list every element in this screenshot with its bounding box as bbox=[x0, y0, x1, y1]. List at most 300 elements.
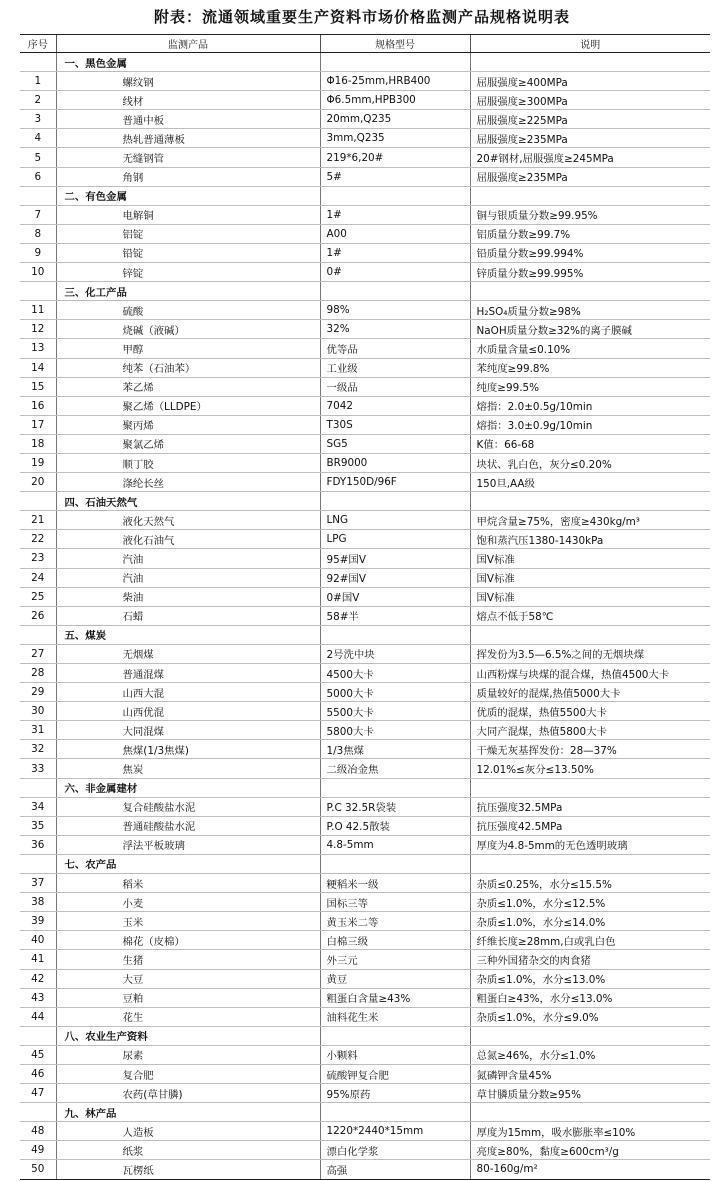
row-desc: 挥发份为3.5—6.5%之间的无烟块煤 bbox=[470, 644, 710, 663]
row-desc: 质量较好的混煤,热值5000大卡 bbox=[470, 683, 710, 702]
row-spec: A00 bbox=[320, 224, 470, 243]
row-product: 纯苯（石油苯） bbox=[56, 358, 320, 377]
table-header-row bbox=[20, 35, 710, 53]
row-desc: 80-160g/m² bbox=[470, 1160, 710, 1179]
category-row bbox=[20, 1103, 710, 1122]
row-product: 农药(草甘膦) bbox=[56, 1084, 320, 1103]
row-product: 液化石油气 bbox=[56, 530, 320, 549]
row-product: 烧碱（液碱） bbox=[56, 320, 320, 339]
row-spec: 二级冶金焦 bbox=[320, 759, 470, 778]
spec-table bbox=[20, 34, 710, 1180]
table-row bbox=[20, 1084, 710, 1103]
category-label: 二、有色金属 bbox=[56, 186, 320, 205]
row-spec: 5# bbox=[320, 167, 470, 186]
row-desc: 屈服强度≥225MPa bbox=[470, 110, 710, 129]
category-desc-cell bbox=[470, 1103, 710, 1122]
row-desc: 杂质≤1.0%，水分≤9.0% bbox=[470, 1007, 710, 1026]
table-row bbox=[20, 606, 710, 625]
row-index: 5 bbox=[20, 148, 56, 167]
table-row bbox=[20, 797, 710, 816]
table-row bbox=[20, 320, 710, 339]
table-row bbox=[20, 893, 710, 912]
row-index: 22 bbox=[20, 530, 56, 549]
row-desc: 抗压强度42.5MPa bbox=[470, 816, 710, 835]
row-desc: 屈服强度≥235MPa bbox=[470, 167, 710, 186]
row-index: 28 bbox=[20, 664, 56, 683]
row-product: 大豆 bbox=[56, 969, 320, 988]
row-spec: Φ6.5mm,HPB300 bbox=[320, 91, 470, 110]
row-index: 48 bbox=[20, 1122, 56, 1141]
row-product: 大同混煤 bbox=[56, 721, 320, 740]
table-row bbox=[20, 301, 710, 320]
header-desc: 说明 bbox=[470, 35, 710, 53]
row-spec: 油料花生米 bbox=[320, 1007, 470, 1026]
table-row bbox=[20, 339, 710, 358]
row-index: 23 bbox=[20, 549, 56, 568]
row-spec: 2号洗中块 bbox=[320, 644, 470, 663]
row-index: 27 bbox=[20, 644, 56, 663]
row-desc: 国Ⅴ标准 bbox=[470, 568, 710, 587]
row-index: 3 bbox=[20, 110, 56, 129]
row-desc: 国Ⅴ标准 bbox=[470, 549, 710, 568]
row-product: 铝锭 bbox=[56, 224, 320, 243]
row-spec: P.C 32.5R袋装 bbox=[320, 797, 470, 816]
row-product: 顺丁胶 bbox=[56, 453, 320, 472]
row-index: 25 bbox=[20, 587, 56, 606]
row-product: 人造板 bbox=[56, 1122, 320, 1141]
row-index: 30 bbox=[20, 702, 56, 721]
category-label: 九、林产品 bbox=[56, 1103, 320, 1122]
row-desc: K值：66-68 bbox=[470, 434, 710, 453]
table-row bbox=[20, 1160, 710, 1179]
row-spec: FDY150D/96F bbox=[320, 473, 470, 492]
row-index: 20 bbox=[20, 473, 56, 492]
row-index: 9 bbox=[20, 243, 56, 262]
header-product: 监测产品 bbox=[56, 35, 320, 53]
row-spec: 3mm,Q235 bbox=[320, 129, 470, 148]
row-desc: 粗蛋白≥43%，水分≤13.0% bbox=[470, 988, 710, 1007]
table-row bbox=[20, 874, 710, 893]
row-spec: 粗蛋白含量≥43% bbox=[320, 988, 470, 1007]
row-desc: 氮磷钾含量45% bbox=[470, 1064, 710, 1083]
row-index: 24 bbox=[20, 568, 56, 587]
row-desc: 屈服强度≥400MPa bbox=[470, 72, 710, 91]
table-row bbox=[20, 377, 710, 396]
row-spec: 黄豆 bbox=[320, 969, 470, 988]
category-row bbox=[20, 625, 710, 644]
row-product: 豆粕 bbox=[56, 988, 320, 1007]
row-desc: 纯度≥99.5% bbox=[470, 377, 710, 396]
row-desc: 水质量含量≤0.10% bbox=[470, 339, 710, 358]
category-spec-cell bbox=[320, 1026, 470, 1045]
row-index: 10 bbox=[20, 263, 56, 282]
row-desc: 厚度为4.8-5mm的无色透明玻璃 bbox=[470, 835, 710, 854]
row-index: 14 bbox=[20, 358, 56, 377]
table-row bbox=[20, 950, 710, 969]
row-index: 38 bbox=[20, 893, 56, 912]
row-desc: 国Ⅴ标准 bbox=[470, 587, 710, 606]
row-desc: 亮度≥80%，黏度≥600cm³/g bbox=[470, 1141, 710, 1160]
category-label: 五、煤炭 bbox=[56, 625, 320, 644]
row-product: 花生 bbox=[56, 1007, 320, 1026]
row-index: 35 bbox=[20, 816, 56, 835]
category-desc-cell bbox=[470, 492, 710, 511]
row-spec: 5000大卡 bbox=[320, 683, 470, 702]
table-row bbox=[20, 396, 710, 415]
row-spec: 小颗料 bbox=[320, 1045, 470, 1064]
table-row bbox=[20, 473, 710, 492]
category-index-cell bbox=[20, 854, 56, 873]
row-desc: 块状、乳白色，灰分≤0.20% bbox=[470, 453, 710, 472]
category-index-cell bbox=[20, 53, 56, 72]
table-row bbox=[20, 835, 710, 854]
category-row bbox=[20, 53, 710, 72]
category-spec-cell bbox=[320, 492, 470, 511]
table-row bbox=[20, 511, 710, 530]
category-label: 四、石油天然气 bbox=[56, 492, 320, 511]
row-index: 21 bbox=[20, 511, 56, 530]
table-row bbox=[20, 664, 710, 683]
table-body bbox=[20, 53, 710, 1180]
row-product: 铅锭 bbox=[56, 243, 320, 262]
category-index-cell bbox=[20, 492, 56, 511]
table-row bbox=[20, 1122, 710, 1141]
row-product: 浮法平板玻璃 bbox=[56, 835, 320, 854]
row-desc: 铅质量分数≥99.994% bbox=[470, 243, 710, 262]
category-spec-cell bbox=[320, 53, 470, 72]
category-label: 一、黑色金属 bbox=[56, 53, 320, 72]
row-index: 8 bbox=[20, 224, 56, 243]
row-product: 聚乙烯（LLDPE） bbox=[56, 396, 320, 415]
category-row bbox=[20, 1026, 710, 1045]
table-row bbox=[20, 912, 710, 931]
row-desc: 12.01%≤灰分≤13.50% bbox=[470, 759, 710, 778]
row-product: 苯乙烯 bbox=[56, 377, 320, 396]
row-product: 角钢 bbox=[56, 167, 320, 186]
row-index: 47 bbox=[20, 1084, 56, 1103]
row-index: 42 bbox=[20, 969, 56, 988]
row-product: 甲醇 bbox=[56, 339, 320, 358]
table-row bbox=[20, 1141, 710, 1160]
category-index-cell bbox=[20, 625, 56, 644]
row-product: 螺纹钢 bbox=[56, 72, 320, 91]
table-row bbox=[20, 1064, 710, 1083]
row-spec: LPG bbox=[320, 530, 470, 549]
row-product: 普通混煤 bbox=[56, 664, 320, 683]
category-index-cell bbox=[20, 1026, 56, 1045]
category-desc-cell bbox=[470, 1026, 710, 1045]
table-row bbox=[20, 969, 710, 988]
row-product: 汽油 bbox=[56, 549, 320, 568]
row-desc: 纤维长度≥28mm,白或乳白色 bbox=[470, 931, 710, 950]
row-index: 31 bbox=[20, 721, 56, 740]
row-product: 玉米 bbox=[56, 912, 320, 931]
row-product: 生猪 bbox=[56, 950, 320, 969]
category-spec-cell bbox=[320, 186, 470, 205]
row-index: 12 bbox=[20, 320, 56, 339]
table-row bbox=[20, 72, 710, 91]
row-spec: 1# bbox=[320, 205, 470, 224]
category-desc-cell bbox=[470, 625, 710, 644]
table-row bbox=[20, 816, 710, 835]
row-spec: 外三元 bbox=[320, 950, 470, 969]
row-index: 29 bbox=[20, 683, 56, 702]
row-desc: 大同产混煤，热值5800大卡 bbox=[470, 721, 710, 740]
row-desc: 熔指：3.0±0.9g/10min bbox=[470, 415, 710, 434]
row-product: 复合硅酸盐水泥 bbox=[56, 797, 320, 816]
row-index: 39 bbox=[20, 912, 56, 931]
row-desc: 三种外国猪杂交的肉食猪 bbox=[470, 950, 710, 969]
category-row bbox=[20, 778, 710, 797]
row-index: 36 bbox=[20, 835, 56, 854]
category-row bbox=[20, 186, 710, 205]
row-desc: NaOH质量分数≥32%的离子膜碱 bbox=[470, 320, 710, 339]
row-product: 无烟煤 bbox=[56, 644, 320, 663]
row-index: 6 bbox=[20, 167, 56, 186]
row-index: 17 bbox=[20, 415, 56, 434]
row-index: 2 bbox=[20, 91, 56, 110]
table-row bbox=[20, 110, 710, 129]
row-product: 山西大混 bbox=[56, 683, 320, 702]
category-label: 七、农产品 bbox=[56, 854, 320, 873]
row-desc: 山西粉煤与块煤的混合煤，热值4500大卡 bbox=[470, 664, 710, 683]
row-spec: 58#半 bbox=[320, 606, 470, 625]
category-row bbox=[20, 854, 710, 873]
row-index: 50 bbox=[20, 1160, 56, 1179]
row-desc: 锌质量分数≥99.995% bbox=[470, 263, 710, 282]
category-desc-cell bbox=[470, 53, 710, 72]
row-product: 山西优混 bbox=[56, 702, 320, 721]
row-desc: H₂SO₄质量分数≥98% bbox=[470, 301, 710, 320]
category-index-cell bbox=[20, 1103, 56, 1122]
row-index: 32 bbox=[20, 740, 56, 759]
row-spec: 219*6,20# bbox=[320, 148, 470, 167]
category-spec-cell bbox=[320, 282, 470, 301]
row-index: 43 bbox=[20, 988, 56, 1007]
category-desc-cell bbox=[470, 854, 710, 873]
row-spec: 粳稻米一级 bbox=[320, 874, 470, 893]
row-product: 涤纶长丝 bbox=[56, 473, 320, 492]
category-spec-cell bbox=[320, 778, 470, 797]
table-row bbox=[20, 205, 710, 224]
row-product: 纸浆 bbox=[56, 1141, 320, 1160]
category-index-cell bbox=[20, 282, 56, 301]
row-product: 棉花（皮棉） bbox=[56, 931, 320, 950]
row-product: 聚氯乙烯 bbox=[56, 434, 320, 453]
row-desc: 杂质≤1.0%，水分≤12.5% bbox=[470, 893, 710, 912]
row-index: 15 bbox=[20, 377, 56, 396]
row-spec: 1220*2440*15mm bbox=[320, 1122, 470, 1141]
table-row bbox=[20, 453, 710, 472]
row-product: 无缝钢管 bbox=[56, 148, 320, 167]
row-spec: 0# bbox=[320, 263, 470, 282]
row-index: 41 bbox=[20, 950, 56, 969]
row-index: 45 bbox=[20, 1045, 56, 1064]
row-product: 瓦楞纸 bbox=[56, 1160, 320, 1179]
row-index: 46 bbox=[20, 1064, 56, 1083]
row-spec: 工业级 bbox=[320, 358, 470, 377]
row-spec: 1/3焦煤 bbox=[320, 740, 470, 759]
row-product: 电解铜 bbox=[56, 205, 320, 224]
table-row bbox=[20, 988, 710, 1007]
table-row bbox=[20, 91, 710, 110]
row-spec: 32% bbox=[320, 320, 470, 339]
document-title: 附表：流通领域重要生产资料市场价格监测产品规格说明表 bbox=[153, 8, 570, 26]
row-spec: 7042 bbox=[320, 396, 470, 415]
row-desc: 厚度为15mm，吸水膨胀率≤10% bbox=[470, 1122, 710, 1141]
category-spec-cell bbox=[320, 1103, 470, 1122]
row-spec: 漂白化学浆 bbox=[320, 1141, 470, 1160]
category-label: 八、农业生产资料 bbox=[56, 1026, 320, 1045]
row-index: 7 bbox=[20, 205, 56, 224]
row-desc: 饱和蒸汽压1380-1430kPa bbox=[470, 530, 710, 549]
row-spec: 优等品 bbox=[320, 339, 470, 358]
row-spec: 一级品 bbox=[320, 377, 470, 396]
row-index: 4 bbox=[20, 129, 56, 148]
table-row bbox=[20, 549, 710, 568]
row-spec: 5800大卡 bbox=[320, 721, 470, 740]
table-row bbox=[20, 224, 710, 243]
row-index: 19 bbox=[20, 453, 56, 472]
row-index: 44 bbox=[20, 1007, 56, 1026]
row-spec: 20mm,Q235 bbox=[320, 110, 470, 129]
row-desc: 草甘膦质量分数≥95% bbox=[470, 1084, 710, 1103]
row-spec: 高强 bbox=[320, 1160, 470, 1179]
row-desc: 屈服强度≥300MPa bbox=[470, 91, 710, 110]
table-row bbox=[20, 263, 710, 282]
row-desc: 杂质≤1.0%，水分≤13.0% bbox=[470, 969, 710, 988]
row-product: 复合肥 bbox=[56, 1064, 320, 1083]
table-row bbox=[20, 530, 710, 549]
row-spec: 98% bbox=[320, 301, 470, 320]
row-desc: 杂质≤0.25%，水分≤15.5% bbox=[470, 874, 710, 893]
row-spec: P.O 42.5散装 bbox=[320, 816, 470, 835]
row-index: 18 bbox=[20, 434, 56, 453]
row-index: 26 bbox=[20, 606, 56, 625]
row-desc: 总氮≥46%，水分≤1.0% bbox=[470, 1045, 710, 1064]
row-spec: 4500大卡 bbox=[320, 664, 470, 683]
table-row bbox=[20, 129, 710, 148]
row-desc: 铜与银质量分数≥99.95% bbox=[470, 205, 710, 224]
row-index: 16 bbox=[20, 396, 56, 415]
row-product: 线材 bbox=[56, 91, 320, 110]
category-spec-cell bbox=[320, 854, 470, 873]
table-row bbox=[20, 740, 710, 759]
category-desc-cell bbox=[470, 282, 710, 301]
table-row bbox=[20, 167, 710, 186]
table-row bbox=[20, 568, 710, 587]
category-desc-cell bbox=[470, 778, 710, 797]
row-spec: 92#国Ⅴ bbox=[320, 568, 470, 587]
row-desc: 优质的混煤，热值5500大卡 bbox=[470, 702, 710, 721]
row-product: 焦炭 bbox=[56, 759, 320, 778]
row-spec: SG5 bbox=[320, 434, 470, 453]
row-desc: 熔点不低于58℃ bbox=[470, 606, 710, 625]
row-desc: 干燥无灰基挥发份：28—37% bbox=[470, 740, 710, 759]
row-index: 49 bbox=[20, 1141, 56, 1160]
row-product: 汽油 bbox=[56, 568, 320, 587]
table-row bbox=[20, 683, 710, 702]
row-product: 热轧普通薄板 bbox=[56, 129, 320, 148]
header-spec: 规格型号 bbox=[320, 35, 470, 53]
row-spec: 国标三等 bbox=[320, 893, 470, 912]
row-product: 稻米 bbox=[56, 874, 320, 893]
row-desc: 甲烷含量≥75%，密度≥430kg/m³ bbox=[470, 511, 710, 530]
row-spec: 95#国Ⅴ bbox=[320, 549, 470, 568]
row-index: 34 bbox=[20, 797, 56, 816]
row-index: 33 bbox=[20, 759, 56, 778]
row-product: 聚丙烯 bbox=[56, 415, 320, 434]
row-spec: Φ16-25mm,HRB400 bbox=[320, 72, 470, 91]
table-row bbox=[20, 1007, 710, 1026]
row-desc: 杂质≤1.0%，水分≤14.0% bbox=[470, 912, 710, 931]
category-label: 三、化工产品 bbox=[56, 282, 320, 301]
table-row bbox=[20, 434, 710, 453]
category-label: 六、非金属建材 bbox=[56, 778, 320, 797]
table-row bbox=[20, 587, 710, 606]
table-row bbox=[20, 931, 710, 950]
row-product: 尿素 bbox=[56, 1045, 320, 1064]
row-product: 焦煤(1/3焦煤) bbox=[56, 740, 320, 759]
row-index: 1 bbox=[20, 72, 56, 91]
row-desc: 屈服强度≥235MPa bbox=[470, 129, 710, 148]
row-product: 石蜡 bbox=[56, 606, 320, 625]
row-index: 13 bbox=[20, 339, 56, 358]
row-desc: 抗压强度32.5MPa bbox=[470, 797, 710, 816]
row-product: 液化天然气 bbox=[56, 511, 320, 530]
row-spec: 白棉三级 bbox=[320, 931, 470, 950]
row-desc: 铝质量分数≥99.7% bbox=[470, 224, 710, 243]
category-row bbox=[20, 492, 710, 511]
row-spec: 硫酸钾复合肥 bbox=[320, 1064, 470, 1083]
table-row bbox=[20, 148, 710, 167]
row-index: 37 bbox=[20, 874, 56, 893]
header-index: 序号 bbox=[20, 35, 56, 53]
table-row bbox=[20, 721, 710, 740]
category-desc-cell bbox=[470, 186, 710, 205]
table-row bbox=[20, 759, 710, 778]
row-desc: 150旦,AA级 bbox=[470, 473, 710, 492]
row-spec: 5500大卡 bbox=[320, 702, 470, 721]
table-row bbox=[20, 1045, 710, 1064]
row-spec: T30S bbox=[320, 415, 470, 434]
row-product: 锌锭 bbox=[56, 263, 320, 282]
table-row bbox=[20, 644, 710, 663]
row-spec: 0#国Ⅴ bbox=[320, 587, 470, 606]
category-row bbox=[20, 282, 710, 301]
row-desc: 熔指：2.0±0.5g/10min bbox=[470, 396, 710, 415]
row-spec: 1# bbox=[320, 243, 470, 262]
row-desc: 20#钢材,屈服强度≥245MPa bbox=[470, 148, 710, 167]
row-product: 硫酸 bbox=[56, 301, 320, 320]
category-spec-cell bbox=[320, 625, 470, 644]
row-product: 柴油 bbox=[56, 587, 320, 606]
row-spec: 4.8-5mm bbox=[320, 835, 470, 854]
row-product: 普通中板 bbox=[56, 110, 320, 129]
table-row bbox=[20, 415, 710, 434]
table-row bbox=[20, 358, 710, 377]
row-product: 小麦 bbox=[56, 893, 320, 912]
category-index-cell bbox=[20, 778, 56, 797]
row-desc: 苯纯度≥99.8% bbox=[470, 358, 710, 377]
row-index: 40 bbox=[20, 931, 56, 950]
row-spec: LNG bbox=[320, 511, 470, 530]
row-spec: BR9000 bbox=[320, 453, 470, 472]
table-row bbox=[20, 702, 710, 721]
row-product: 普通硅酸盐水泥 bbox=[56, 816, 320, 835]
row-index: 11 bbox=[20, 301, 56, 320]
row-spec: 95%原药 bbox=[320, 1084, 470, 1103]
